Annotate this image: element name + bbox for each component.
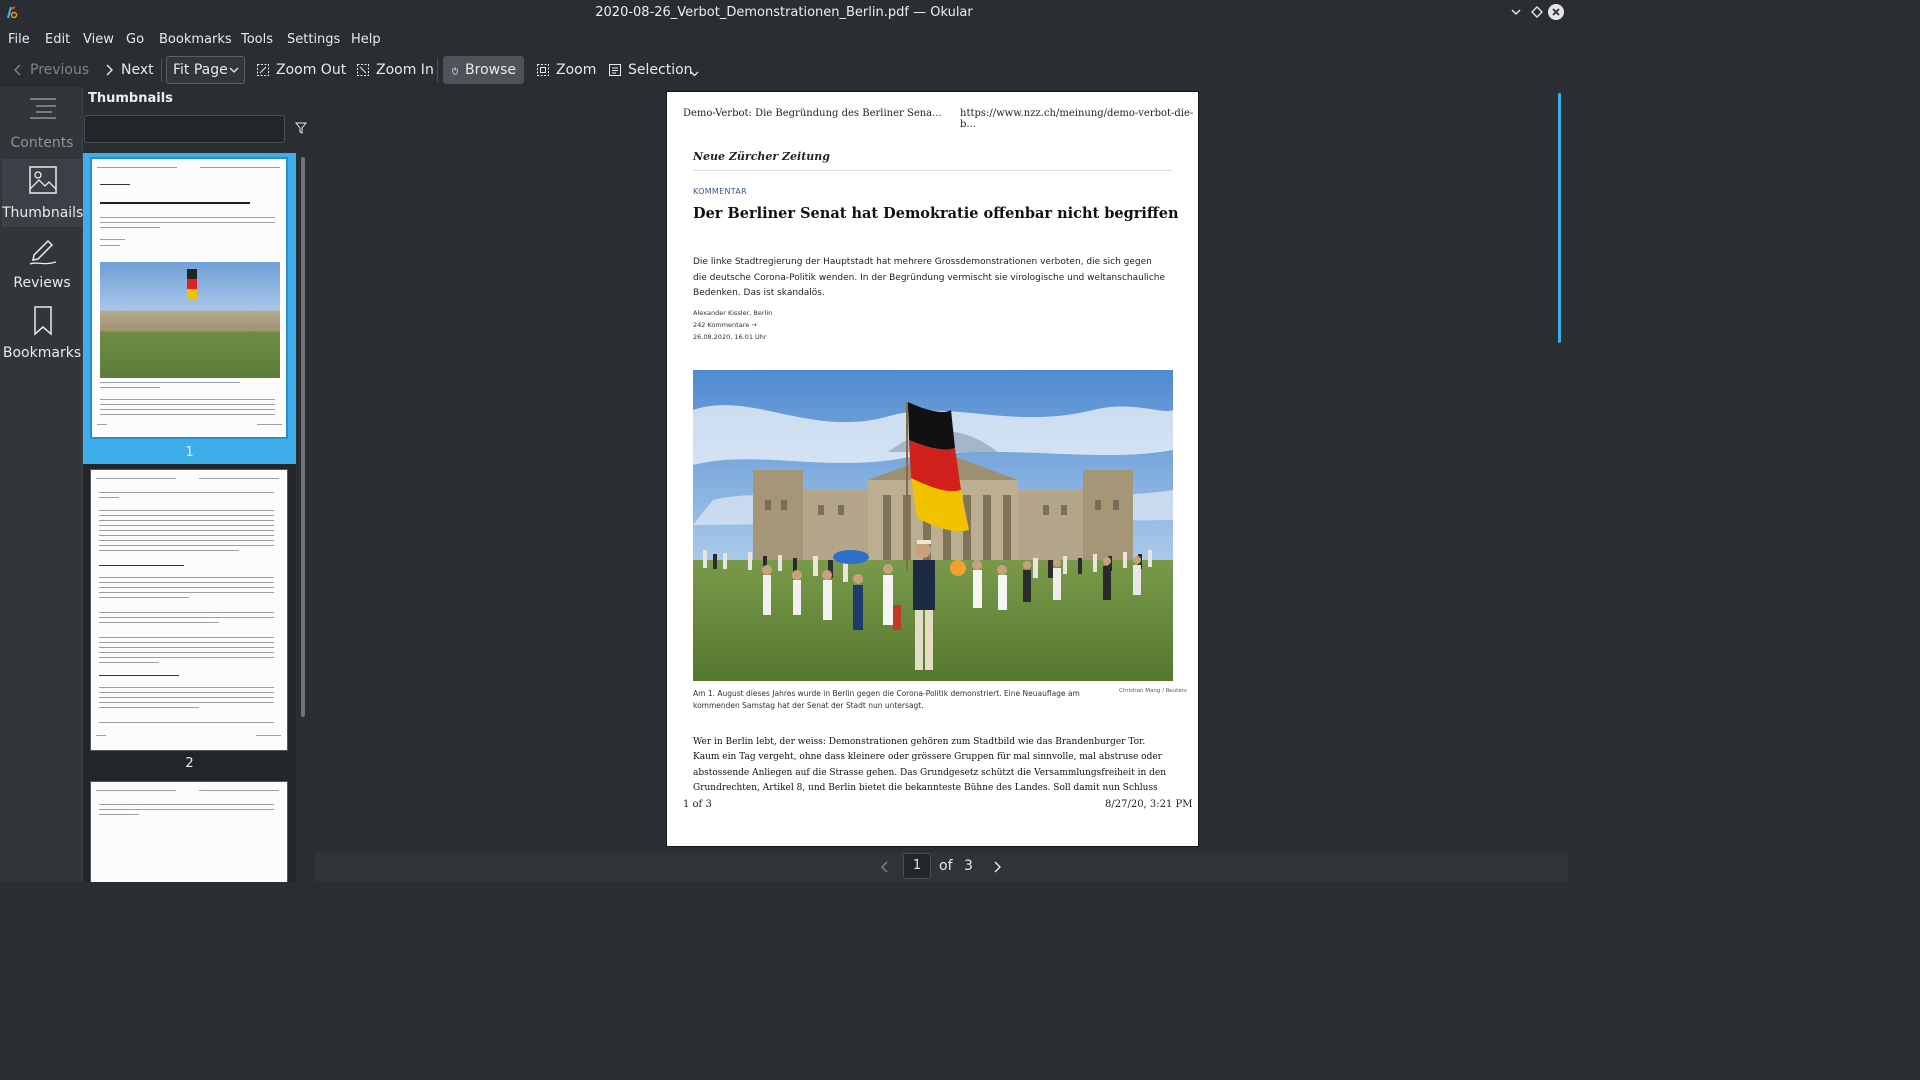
menu-file[interactable]: File: [8, 32, 30, 47]
next-button[interactable]: [103, 56, 154, 84]
selection-tool-button[interactable]: [608, 56, 693, 84]
zoom-tool-label: Zoom: [556, 62, 597, 78]
page-header-url: https://www.nzz.ch/meinung/demo-verbot-die-b...: [960, 108, 1194, 130]
thumbnails-title: Thumbnails: [88, 91, 173, 106]
thumbnail-image: [90, 157, 288, 439]
menu-help[interactable]: Help: [351, 32, 381, 47]
zoom-in-label: Zoom In: [376, 62, 434, 78]
hand-icon: [451, 63, 459, 78]
menu-tools[interactable]: Tools: [241, 32, 274, 47]
article-lead: Die linke Stadtregierung der Hauptstadt hat mehrere Grossdemonstrationen verboten, die sich gegen die deutsche Corona-Politik wenden. In der Begründung vermischt sie virologische und weltanschauliche Bedenken. Das ist skandalös.: [693, 257, 1166, 298]
sidebar-item-bookmarks[interactable]: [2, 299, 82, 367]
contents-icon: [28, 95, 58, 127]
selection-label: Selection: [628, 62, 693, 78]
article-kicker: KOMMENTAR: [693, 187, 747, 196]
sidebar-item-label: Contents: [10, 135, 74, 151]
browse-tool-button[interactable]: [443, 56, 524, 84]
zoom-tool-button[interactable]: [536, 56, 596, 84]
chevron-down-icon: [1508, 4, 1524, 20]
thumbnails-list[interactable]: [83, 153, 296, 882]
page-of-label: of: [939, 858, 953, 874]
sidebar-item-label: Thumbnails: [2, 205, 84, 221]
thumbnail-page-2[interactable]: [83, 464, 296, 776]
page-total: 3: [964, 858, 973, 874]
thumbnail-image: [90, 781, 288, 882]
pdf-page: [666, 91, 1199, 847]
document-scrollbar[interactable]: [1558, 93, 1561, 343]
title-bar: [0, 0, 1568, 26]
close-icon: [1548, 4, 1564, 20]
article-headline: Der Berliner Senat hat Demokratie offenbar nicht begriffen: [693, 205, 1179, 222]
article-body: Wer in Berlin lebt, der weiss: Demonstrationen gehören zum Stadtbild wie das Brandenburger Tor. Kaum ein Tag vergeht, ohne dass kleinere oder grössere Gruppen für mal sinnvolle, mal abstruse oder abstossende Anliegen auf die Strasse gehen. Das Grundgesetz schützt die Versammlungsfreiheit in den Grundrechten, Artikel 8, und Berlin bietet die bekannteste Bühne des Landes. Soll damit nun Schluss: [693, 737, 1167, 793]
minimize-button[interactable]: [1508, 4, 1524, 20]
menu-bookmarks[interactable]: Bookmarks: [159, 32, 232, 47]
sidebar-item-label: Reviews: [13, 275, 71, 291]
photo-caption: Am 1. August dieses Jahres wurde in Berlin gegen die Corona-Politik demonstriert. Eine Neuauflage am kommenden Samstag hat der Senat der Stadt nun untersagt.: [693, 689, 1080, 710]
next-label: Next: [121, 62, 154, 78]
sidebar: [0, 87, 83, 882]
article-comments-link[interactable]: 242 Kommentare →: [693, 321, 757, 329]
zoom-out-button[interactable]: [256, 56, 346, 84]
thumbnails-scrollbar[interactable]: [301, 157, 305, 717]
selection-icon: [608, 63, 622, 77]
previous-button[interactable]: [12, 56, 89, 84]
toolbar-separator: [437, 58, 438, 82]
chevron-down-icon[interactable]: [690, 70, 699, 78]
page-navigation-bar: [315, 852, 1568, 882]
photo-credit: Christian Mang / Reuters: [1119, 688, 1187, 694]
divider: [693, 170, 1172, 171]
page-number-input[interactable]: 1: [903, 853, 931, 879]
chevron-down-icon: [229, 65, 239, 75]
chevron-right-icon: [103, 63, 115, 77]
previous-label: Previous: [30, 62, 90, 78]
page-footer-timestamp: 8/27/20, 3:21 PM: [1105, 799, 1193, 810]
menu-settings[interactable]: Settings: [287, 32, 341, 47]
zoom-mode-value: Fit Page: [173, 62, 228, 78]
browse-label: Browse: [465, 62, 516, 78]
zoom-out-label: Zoom Out: [276, 62, 347, 78]
newspaper-masthead: Neue Zürcher Zeitung: [693, 150, 830, 163]
zoom-select-icon: [536, 63, 550, 77]
article-author: Alexander Kissler, Berlin: [693, 309, 773, 317]
sidebar-item-contents[interactable]: [2, 89, 82, 157]
thumbnail-page-number: 1: [185, 445, 194, 460]
zoom-mode-select[interactable]: [166, 56, 245, 84]
article-photo: [693, 370, 1173, 681]
chevron-left-icon[interactable]: [879, 860, 891, 874]
maximize-button[interactable]: [1529, 4, 1545, 20]
menu-view[interactable]: View: [83, 32, 114, 47]
sidebar-item-thumbnails[interactable]: [2, 159, 82, 227]
toolbar-separator: [161, 58, 162, 82]
thumbnail-image: [90, 469, 288, 751]
thumbnail-page-number: 2: [185, 756, 194, 771]
menu-bar: [0, 27, 1568, 53]
page-header-title: Demo-Verbot: Die Begründung des Berliner Sena...: [683, 108, 942, 119]
thumbnails-search-input[interactable]: [84, 115, 285, 143]
bookmarks-icon: [28, 305, 58, 337]
sidebar-item-label: Bookmarks: [2, 345, 82, 361]
window-title: 2020-08-26_Verbot_Demonstrationen_Berlin.pdf — Okular: [595, 5, 973, 20]
zoom-out-icon: [256, 63, 270, 77]
menu-edit[interactable]: Edit: [45, 32, 71, 47]
sidebar-item-reviews[interactable]: [2, 229, 82, 297]
page-footer-count: 1 of 3: [683, 799, 712, 810]
diamond-icon: [1529, 4, 1545, 20]
thumbnails-panel: [83, 87, 314, 882]
reviews-icon: [28, 235, 58, 267]
chevron-left-icon: [12, 63, 24, 77]
menu-go[interactable]: Go: [126, 32, 145, 47]
zoom-in-icon: [356, 63, 370, 77]
zoom-in-button[interactable]: [356, 56, 434, 84]
close-button[interactable]: [1548, 4, 1564, 20]
thumbnail-page-3[interactable]: [83, 776, 296, 882]
filter-icon[interactable]: [295, 122, 307, 134]
thumbnail-page-1[interactable]: [83, 153, 296, 464]
thumbnails-icon: [28, 165, 58, 197]
document-view[interactable]: [315, 87, 1568, 852]
article-date: 26.08.2020, 16.01 Uhr: [693, 333, 767, 341]
chevron-right-icon[interactable]: [991, 860, 1003, 874]
main-toolbar: [0, 54, 1568, 86]
